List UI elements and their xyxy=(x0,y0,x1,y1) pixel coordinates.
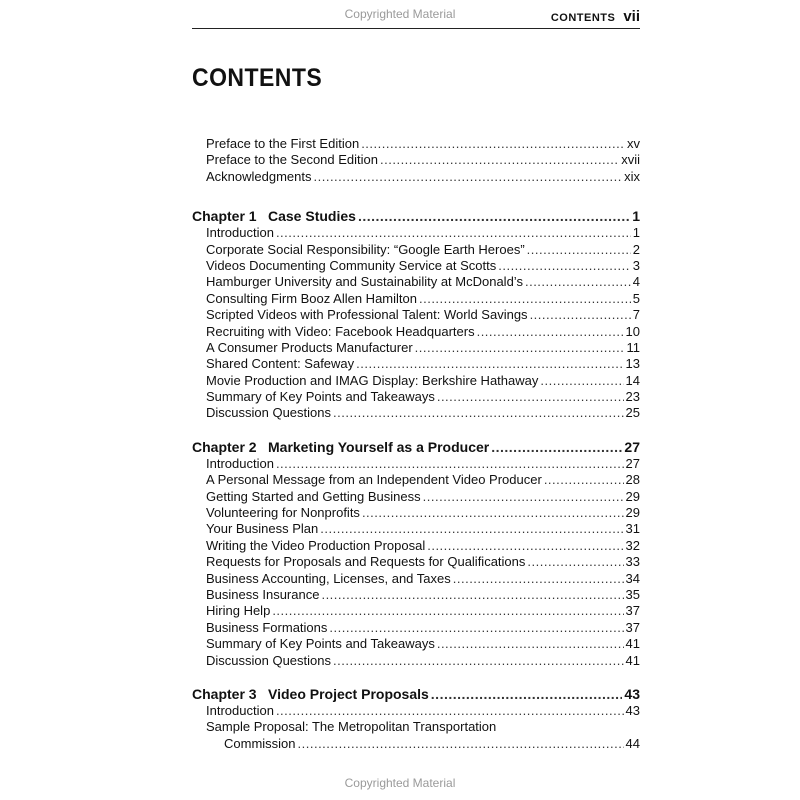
toc-entry[interactable] xyxy=(192,603,640,619)
toc-page-number: 13 xyxy=(625,356,640,372)
dot-leader xyxy=(333,405,624,421)
toc-entry[interactable] xyxy=(192,472,640,488)
toc-entry[interactable] xyxy=(192,291,640,307)
dot-leader xyxy=(380,152,619,168)
toc-page-number: 32 xyxy=(625,537,640,553)
dot-leader xyxy=(498,258,631,274)
toc-entry[interactable] xyxy=(192,373,640,389)
toc-entry[interactable] xyxy=(192,587,640,603)
toc-page-number: 1 xyxy=(632,208,640,225)
toc-page-number: 41 xyxy=(625,652,640,668)
dot-leader xyxy=(525,274,631,290)
toc-page-number: 41 xyxy=(625,636,640,652)
toc-entry[interactable] xyxy=(192,152,640,168)
dot-leader xyxy=(276,703,624,719)
chapter-entry[interactable] xyxy=(192,439,640,456)
dot-leader xyxy=(527,554,623,570)
header-rule xyxy=(192,28,640,29)
chapter-group xyxy=(192,208,640,422)
toc-entry[interactable] xyxy=(192,554,640,570)
watermark-top: Copyrighted Material xyxy=(344,7,456,21)
dot-leader xyxy=(329,620,623,636)
dot-leader xyxy=(320,521,623,537)
dot-leader xyxy=(540,373,623,389)
toc-entry-label: Discussion Questions xyxy=(206,652,331,668)
running-header-label: CONTENTS xyxy=(550,12,616,24)
toc-page-number: xvii xyxy=(621,152,640,168)
front-matter-list xyxy=(192,136,640,185)
dot-leader xyxy=(427,538,623,554)
toc-page-number: 27 xyxy=(624,438,640,455)
toc-entry[interactable] xyxy=(192,736,640,752)
toc-page-number: 7 xyxy=(632,307,640,323)
toc-entry-label: Commission xyxy=(224,735,296,751)
toc-entry-label: Volunteering for Nonprofits xyxy=(206,505,360,521)
dot-leader xyxy=(431,686,623,703)
toc-page-number: 44 xyxy=(625,735,640,751)
running-header xyxy=(551,8,640,26)
toc-page-number: 33 xyxy=(625,554,640,570)
toc-page-number: 31 xyxy=(625,521,640,537)
toc-page-number: 27 xyxy=(625,455,640,471)
dot-leader xyxy=(333,653,624,669)
dot-leader xyxy=(314,169,623,185)
chapter-group xyxy=(192,439,640,669)
toc-entry-label: Your Business Plan xyxy=(206,521,319,537)
toc-entry-label: Business Accounting, Licenses, and Taxes xyxy=(206,570,451,586)
toc-entry-label: Hamburger University and Sustainability at McDonald’s xyxy=(206,274,523,290)
toc-entry-label: Consulting Firm Booz Allen Hamilton xyxy=(206,290,417,306)
toc-entry-label: Sample Proposal: The Metropolitan Transportation xyxy=(206,719,497,735)
dot-leader xyxy=(362,505,624,521)
toc-page-number: 3 xyxy=(632,257,640,273)
toc-page-number: 14 xyxy=(625,372,640,388)
toc-page-number: 35 xyxy=(625,586,640,602)
toc-entry-label: Shared Content: Safeway xyxy=(206,356,355,372)
dot-leader xyxy=(358,208,630,225)
toc-entry-label: Preface to the First Edition xyxy=(206,136,360,151)
toc-entry[interactable] xyxy=(192,356,640,372)
watermark-bottom: Copyrighted Material xyxy=(344,776,456,790)
toc-entry[interactable] xyxy=(192,703,640,719)
dot-leader xyxy=(491,439,622,456)
dot-leader xyxy=(276,456,624,472)
toc-page-number: 5 xyxy=(632,290,640,306)
chapter-title: Video Project Proposals xyxy=(268,685,429,702)
toc-entry[interactable] xyxy=(192,340,640,356)
toc-entry-label: Business Formations xyxy=(206,619,328,635)
chapter-entry[interactable] xyxy=(192,208,640,225)
toc-entry[interactable] xyxy=(192,719,640,735)
dot-leader xyxy=(419,291,631,307)
toc-entry[interactable] xyxy=(192,653,640,669)
toc-entry[interactable] xyxy=(192,225,640,241)
toc-page-number: 2 xyxy=(632,241,640,257)
toc-entry-label: Recruiting with Video: Facebook Headquarters xyxy=(206,323,475,339)
chapter-title: Case Studies xyxy=(268,208,356,225)
chapter-group xyxy=(192,686,640,752)
toc-entry-label: Summary of Key Points and Takeaways xyxy=(206,389,435,405)
chapter-title: Marketing Yourself as a Producer xyxy=(268,438,490,455)
dot-leader xyxy=(321,587,623,603)
chapter-heading xyxy=(192,208,356,225)
dot-leader xyxy=(477,324,624,340)
chapter-number: Chapter 3 xyxy=(192,685,257,702)
toc-page-number: 11 xyxy=(626,339,640,355)
dot-leader xyxy=(437,636,624,652)
dot-leader xyxy=(437,389,624,405)
toc-page-number: 23 xyxy=(625,389,640,405)
toc-entry[interactable] xyxy=(192,136,640,152)
toc-entry-label: Writing the Video Production Proposal xyxy=(206,537,426,553)
toc-page-number: 29 xyxy=(625,488,640,504)
dot-leader xyxy=(453,571,624,587)
toc-entry[interactable] xyxy=(192,169,640,185)
dot-leader xyxy=(361,136,625,152)
dot-leader xyxy=(527,242,631,258)
dot-leader xyxy=(544,472,624,488)
toc-entry[interactable] xyxy=(192,636,640,652)
toc-entry-label: A Personal Message from an Independent Video Producer xyxy=(206,472,542,488)
toc-entry[interactable] xyxy=(192,389,640,405)
dot-leader xyxy=(415,340,625,356)
running-header-page-number: vii xyxy=(623,8,640,25)
toc-entry-label: Summary of Key Points and Takeaways xyxy=(206,636,435,652)
toc-entry-label: Movie Production and IMAG Display: Berkshire Hathaway xyxy=(206,372,539,388)
toc-entry-label: Introduction xyxy=(206,702,274,718)
toc-entry[interactable] xyxy=(192,571,640,587)
toc-entry-label: Introduction xyxy=(206,225,274,241)
toc-entry-label: Hiring Help xyxy=(206,603,271,619)
dot-leader xyxy=(530,307,631,323)
toc-page-number: 10 xyxy=(625,323,640,339)
chapter-number: Chapter 1 xyxy=(192,208,257,225)
toc-entry[interactable] xyxy=(192,405,640,421)
toc-entry[interactable] xyxy=(192,242,640,258)
table-of-contents xyxy=(192,136,640,769)
toc-page-number: 25 xyxy=(625,405,640,421)
chapter-entry[interactable] xyxy=(192,686,640,703)
toc-entry-label: A Consumer Products Manufacturer xyxy=(206,339,413,355)
toc-entry[interactable] xyxy=(192,489,640,505)
toc-entry[interactable] xyxy=(192,505,640,521)
chapter-heading xyxy=(192,439,489,456)
toc-page-number: 29 xyxy=(625,505,640,521)
dot-leader xyxy=(356,356,623,372)
chapter-heading xyxy=(192,686,429,703)
toc-page-number: 37 xyxy=(625,619,640,635)
toc-entry[interactable] xyxy=(192,324,640,340)
toc-entry-label: Preface to the Second Edition xyxy=(206,152,379,168)
toc-entry-label: Scripted Videos with Professional Talent: World Savings xyxy=(206,307,528,323)
toc-entry-label: Discussion Questions xyxy=(206,405,331,421)
toc-entry-label: Introduction xyxy=(206,455,274,471)
page-title: CONTENTS xyxy=(192,64,323,92)
toc-entry[interactable] xyxy=(192,258,640,274)
toc-page-number: 1 xyxy=(632,225,640,241)
toc-page-number: xix xyxy=(624,168,640,184)
toc-entry-label: Corporate Social Responsibility: “Google Earth Heroes” xyxy=(206,241,525,257)
toc-entry[interactable] xyxy=(192,538,640,554)
toc-entry-label: Videos Documenting Community Service at Scotts xyxy=(206,257,497,273)
dot-leader xyxy=(423,489,624,505)
toc-entry[interactable] xyxy=(192,274,640,290)
toc-page-number: xv xyxy=(627,136,640,151)
toc-entry[interactable] xyxy=(192,307,640,323)
toc-entry[interactable] xyxy=(192,456,640,472)
dot-leader xyxy=(272,603,623,619)
toc-entry-label: Business Insurance xyxy=(206,586,320,602)
toc-page-number: 43 xyxy=(625,702,640,718)
toc-entry-label: Acknowledgments xyxy=(206,168,312,184)
dot-leader xyxy=(276,225,631,241)
toc-page-number: 37 xyxy=(625,603,640,619)
toc-entry[interactable] xyxy=(192,620,640,636)
toc-page-number: 28 xyxy=(625,472,640,488)
toc-entry[interactable] xyxy=(192,521,640,537)
toc-page-number: 34 xyxy=(625,570,640,586)
toc-page-number: 43 xyxy=(624,685,640,702)
dot-leader xyxy=(298,736,624,752)
toc-page-number: 4 xyxy=(632,274,640,290)
toc-entry-label: Requests for Proposals and Requests for Qualifications xyxy=(206,554,526,570)
toc-entry-label: Getting Started and Getting Business xyxy=(206,488,421,504)
chapter-number: Chapter 2 xyxy=(192,438,257,455)
